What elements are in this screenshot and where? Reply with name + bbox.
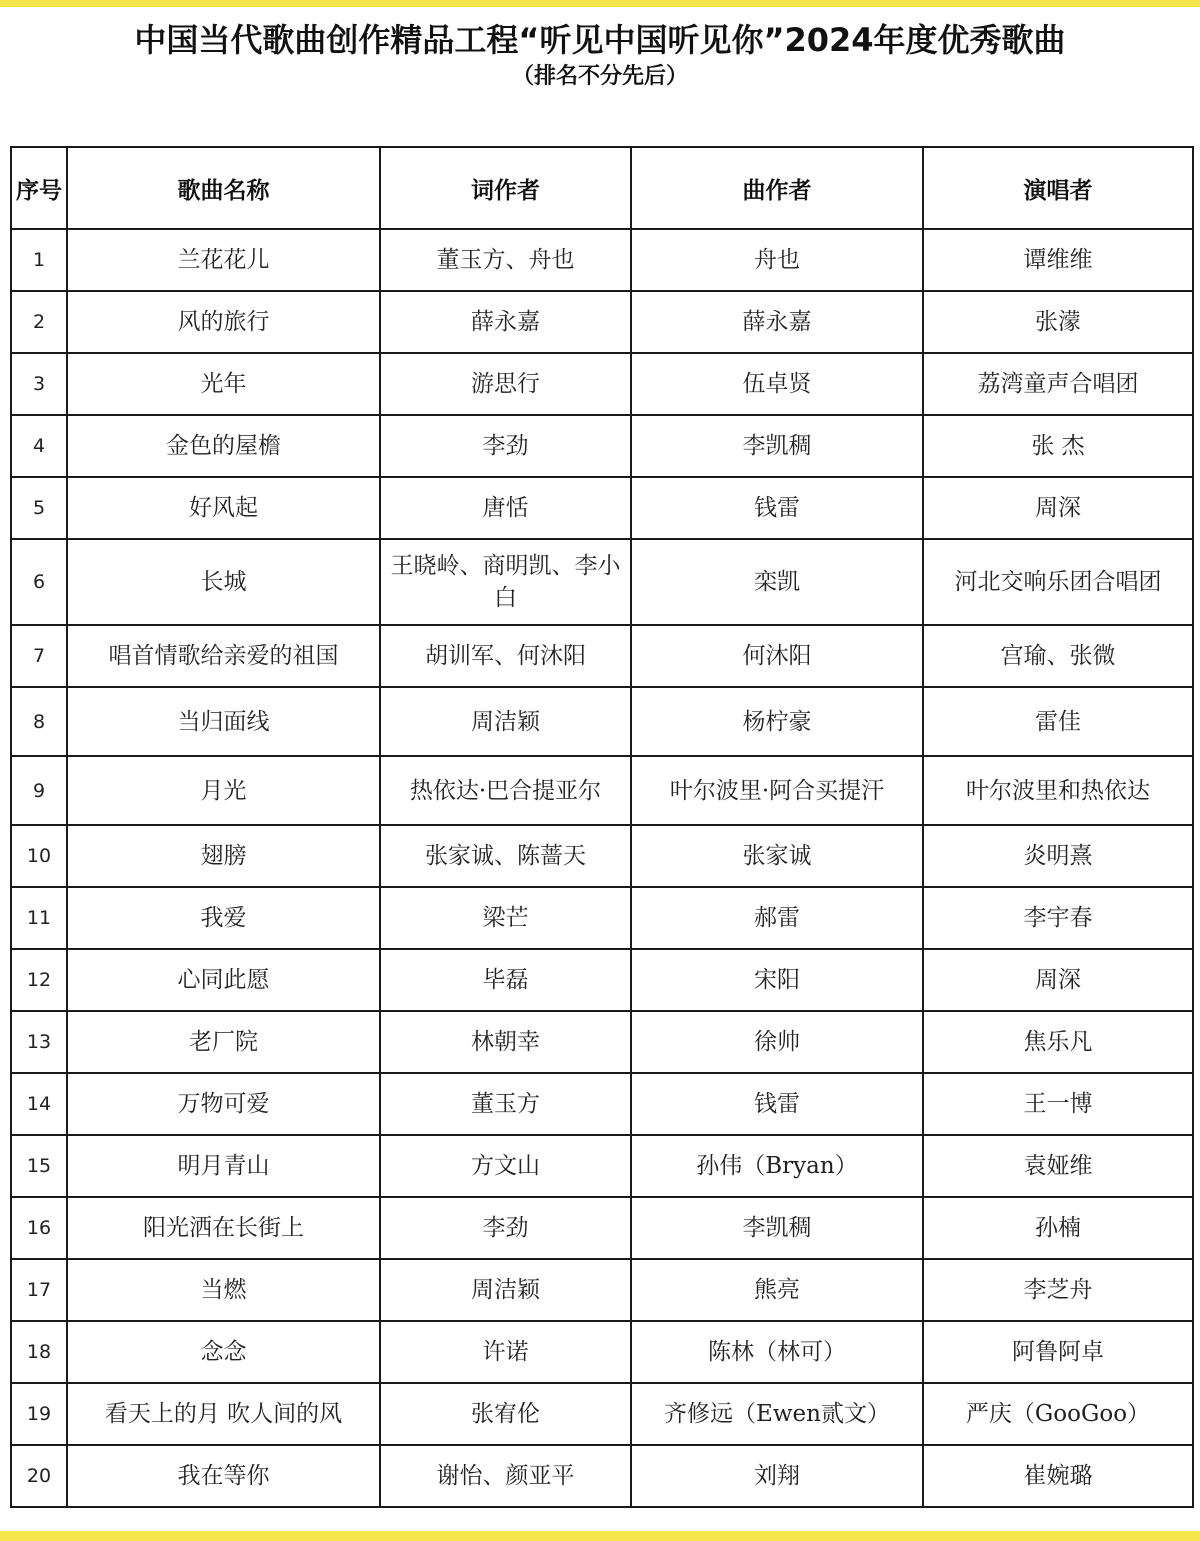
composer-cell: 舟也 <box>631 229 923 291</box>
performer-cell: 周深 <box>923 477 1193 539</box>
lyricist-cell: 毕磊 <box>380 949 631 1011</box>
table-row <box>11 477 1193 539</box>
table-row <box>11 825 1193 887</box>
lyricist-cell: 许诺 <box>380 1321 631 1383</box>
composer-cell: 何沐阳 <box>631 625 923 687</box>
song-title-cell: 金色的屋檐 <box>67 415 380 477</box>
performer-cell: 李宇春 <box>923 887 1193 949</box>
row-number-cell: 15 <box>11 1135 67 1197</box>
lyricist-cell: 王晓岭、商明凯、李小白 <box>380 539 631 625</box>
song-title-cell: 光年 <box>67 353 380 415</box>
header-lyricist: 词作者 <box>380 147 631 229</box>
performer-cell: 王一博 <box>923 1073 1193 1135</box>
row-number-cell: 1 <box>11 229 67 291</box>
song-title-cell: 风的旅行 <box>67 291 380 353</box>
table-row <box>11 353 1193 415</box>
performer-cell: 张濛 <box>923 291 1193 353</box>
composer-cell: 叶尔波里·阿合买提汗 <box>631 756 923 825</box>
performer-cell: 周深 <box>923 949 1193 1011</box>
performer-cell: 孙楠 <box>923 1197 1193 1259</box>
composer-cell: 熊亮 <box>631 1259 923 1321</box>
composer-cell: 齐修远（Ewen贰文） <box>631 1383 923 1445</box>
lyricist-cell: 董玉方 <box>380 1073 631 1135</box>
performer-cell: 李芝舟 <box>923 1259 1193 1321</box>
song-title-cell: 我爱 <box>67 887 380 949</box>
composer-cell: 陈林（林可） <box>631 1321 923 1383</box>
table-header-row <box>11 147 1193 229</box>
performer-cell: 荔湾童声合唱团 <box>923 353 1193 415</box>
row-number-cell: 8 <box>11 687 67 756</box>
songs-table <box>10 146 1194 1508</box>
lyricist-cell: 董玉方、舟也 <box>380 229 631 291</box>
composer-cell: 栾凯 <box>631 539 923 625</box>
performer-cell: 张 杰 <box>923 415 1193 477</box>
table-row <box>11 1321 1193 1383</box>
row-number-cell: 11 <box>11 887 67 949</box>
table-row <box>11 1197 1193 1259</box>
lyricist-cell: 薛永嘉 <box>380 291 631 353</box>
table-row <box>11 687 1193 756</box>
row-number-cell: 17 <box>11 1259 67 1321</box>
song-title-cell: 看天上的月 吹人间的风 <box>67 1383 380 1445</box>
song-title-cell: 心同此愿 <box>67 949 380 1011</box>
song-title-cell: 老厂院 <box>67 1011 380 1073</box>
table-row <box>11 756 1193 825</box>
table-row <box>11 1073 1193 1135</box>
composer-cell: 薛永嘉 <box>631 291 923 353</box>
performer-cell: 袁娅维 <box>923 1135 1193 1197</box>
song-title-cell: 当燃 <box>67 1259 380 1321</box>
row-number-cell: 7 <box>11 625 67 687</box>
lyricist-cell: 张宥伦 <box>380 1383 631 1445</box>
header-number: 序号 <box>11 147 67 229</box>
song-title-cell: 唱首情歌给亲爱的祖国 <box>67 625 380 687</box>
lyricist-cell: 胡训军、何沐阳 <box>380 625 631 687</box>
table-row <box>11 1135 1193 1197</box>
header-song-title: 歌曲名称 <box>67 147 380 229</box>
lyricist-cell: 游思行 <box>380 353 631 415</box>
lyricist-cell: 唐恬 <box>380 477 631 539</box>
performer-cell: 焦乐凡 <box>923 1011 1193 1073</box>
lyricist-cell: 梁芒 <box>380 887 631 949</box>
document-title: 中国当代歌曲创作精品工程“听见中国听见你”2024年度优秀歌曲 <box>134 21 1066 59</box>
song-title-cell: 当归面线 <box>67 687 380 756</box>
lyricist-cell: 热依达·巴合提亚尔 <box>380 756 631 825</box>
row-number-cell: 18 <box>11 1321 67 1383</box>
lyricist-cell: 谢怡、颜亚平 <box>380 1445 631 1507</box>
lyricist-cell: 张家诚、陈蔷天 <box>380 825 631 887</box>
table-row <box>11 1011 1193 1073</box>
table-row <box>11 1445 1193 1507</box>
row-number-cell: 5 <box>11 477 67 539</box>
performer-cell: 炎明熹 <box>923 825 1193 887</box>
song-title-cell: 阳光洒在长街上 <box>67 1197 380 1259</box>
row-number-cell: 13 <box>11 1011 67 1073</box>
table-row <box>11 887 1193 949</box>
header-performer: 演唱者 <box>923 147 1193 229</box>
document-subtitle: （排名不分先后） <box>511 64 688 89</box>
lyricist-cell: 李劲 <box>380 1197 631 1259</box>
table-row <box>11 229 1193 291</box>
bottom-accent-bar <box>0 1531 1200 1541</box>
song-title-cell: 念念 <box>67 1321 380 1383</box>
row-number-cell: 20 <box>11 1445 67 1507</box>
performer-cell: 严庆（GooGoo） <box>923 1383 1193 1445</box>
song-title-cell: 好风起 <box>67 477 380 539</box>
row-number-cell: 16 <box>11 1197 67 1259</box>
table-row <box>11 1383 1193 1445</box>
song-title-cell: 明月青山 <box>67 1135 380 1197</box>
song-title-cell: 万物可爱 <box>67 1073 380 1135</box>
performer-cell: 宫瑜、张微 <box>923 625 1193 687</box>
composer-cell: 杨柠豪 <box>631 687 923 756</box>
composer-cell: 钱雷 <box>631 1073 923 1135</box>
row-number-cell: 6 <box>11 539 67 625</box>
composer-cell: 刘翔 <box>631 1445 923 1507</box>
row-number-cell: 10 <box>11 825 67 887</box>
row-number-cell: 9 <box>11 756 67 825</box>
lyricist-cell: 方文山 <box>380 1135 631 1197</box>
performer-cell: 雷佳 <box>923 687 1193 756</box>
lyricist-cell: 周洁颖 <box>380 1259 631 1321</box>
row-number-cell: 19 <box>11 1383 67 1445</box>
song-title-cell: 月光 <box>67 756 380 825</box>
song-title-cell: 翅膀 <box>67 825 380 887</box>
table-row <box>11 539 1193 625</box>
composer-cell: 李凯稠 <box>631 415 923 477</box>
composer-cell: 钱雷 <box>631 477 923 539</box>
composer-cell: 李凯稠 <box>631 1197 923 1259</box>
top-accent-bar <box>0 0 1200 7</box>
composer-cell: 孙伟（Bryan） <box>631 1135 923 1197</box>
row-number-cell: 14 <box>11 1073 67 1135</box>
composer-cell: 伍卓贤 <box>631 353 923 415</box>
song-title-cell: 兰花花儿 <box>67 229 380 291</box>
row-number-cell: 2 <box>11 291 67 353</box>
row-number-cell: 12 <box>11 949 67 1011</box>
composer-cell: 张家诚 <box>631 825 923 887</box>
lyricist-cell: 林朝幸 <box>380 1011 631 1073</box>
table-row <box>11 949 1193 1011</box>
composer-cell: 徐帅 <box>631 1011 923 1073</box>
performer-cell: 阿鲁阿卓 <box>923 1321 1193 1383</box>
header-composer: 曲作者 <box>631 147 923 229</box>
composer-cell: 宋阳 <box>631 949 923 1011</box>
table-row <box>11 415 1193 477</box>
table-row <box>11 625 1193 687</box>
table-row <box>11 1259 1193 1321</box>
performer-cell: 谭维维 <box>923 229 1193 291</box>
performer-cell: 叶尔波里和热依达 <box>923 756 1193 825</box>
lyricist-cell: 李劲 <box>380 415 631 477</box>
table-row <box>11 291 1193 353</box>
row-number-cell: 4 <box>11 415 67 477</box>
performer-cell: 河北交响乐团合唱团 <box>923 539 1193 625</box>
performer-cell: 崔婉璐 <box>923 1445 1193 1507</box>
row-number-cell: 3 <box>11 353 67 415</box>
song-title-cell: 长城 <box>67 539 380 625</box>
lyricist-cell: 周洁颖 <box>380 687 631 756</box>
composer-cell: 郝雷 <box>631 887 923 949</box>
song-title-cell: 我在等你 <box>67 1445 380 1507</box>
